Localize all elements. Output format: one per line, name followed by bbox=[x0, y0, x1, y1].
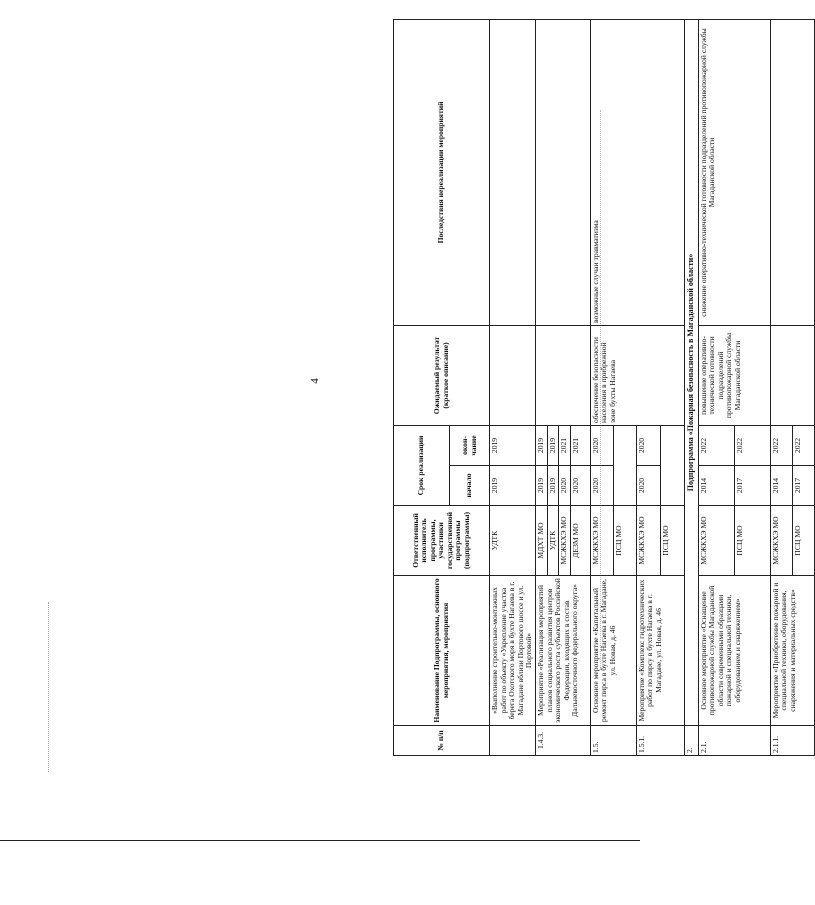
header-num: № п/п bbox=[394, 726, 490, 756]
cell-result bbox=[490, 325, 536, 425]
program-table bbox=[393, 19, 815, 756]
cell-end: 2022 bbox=[770, 425, 792, 465]
cell-start: 2014 bbox=[770, 466, 792, 506]
cell-start: 2019 bbox=[536, 466, 548, 506]
cell-start: 2020 bbox=[636, 466, 660, 506]
cell-term-empty bbox=[660, 425, 684, 505]
cell-num: 1.5. bbox=[590, 726, 636, 756]
cell-executor: УДТК bbox=[490, 506, 536, 576]
cell-term-empty bbox=[613, 425, 636, 505]
cell-end: 2020 bbox=[590, 425, 613, 465]
cell-executor: МДХТ МО bbox=[536, 506, 548, 576]
cell-num: 2.1. bbox=[698, 726, 770, 756]
cell-start: 2019 bbox=[490, 466, 536, 506]
cell-end: 2021 bbox=[570, 425, 590, 465]
cell-end: 2022 bbox=[734, 425, 770, 465]
cell-end: 2019 bbox=[490, 425, 536, 465]
bottom-rule bbox=[0, 840, 640, 841]
cell-num: 1.4.3. bbox=[536, 726, 591, 756]
header-end: окон-чание bbox=[450, 425, 490, 465]
cell-start: 2020 bbox=[590, 466, 613, 506]
cell-num: 2. bbox=[684, 726, 698, 756]
cell-executor: МСЖКХЭ МО bbox=[770, 506, 792, 576]
header-result: Ожидаемый результат (краткое описание) bbox=[394, 325, 490, 425]
cell-end: 2019 bbox=[547, 425, 559, 465]
cell-name: Основное мероприятие «Оснащение противопожарной службы Магаданской области современными образцами пожарной и специальной техники, оборудованием и снаряжением» bbox=[698, 576, 770, 726]
cell-executor: ПСЦ МО bbox=[792, 506, 814, 576]
cell-result: обеспечение безопасности населения в прибрежной зоне бухты Нагаева bbox=[590, 325, 684, 425]
cell-name: Основное мероприятие «Капитальный ремонт пирса в бухте Нагаева в г. Магадане, ул. Новая, д. 46 bbox=[590, 576, 636, 726]
cell-executor: ПСЦ МО bbox=[613, 506, 636, 576]
cell-num: 1.5.1. bbox=[636, 726, 684, 756]
cell-consequences bbox=[770, 19, 814, 325]
cell-start: 2020 bbox=[559, 466, 571, 506]
cell-start: 2020 bbox=[570, 466, 590, 506]
cell-name: Мероприятие «Реализация мероприятий планов социального развития центров экономического роста субъектов Российской Федерации, входящих в состав Дальневосточного федерального округа» bbox=[536, 576, 591, 726]
scan-artifact bbox=[48, 602, 50, 772]
cell-consequences: возможные случаи травматизма bbox=[590, 19, 684, 325]
cell-end: 2019 bbox=[536, 425, 548, 465]
cell-end: 2021 bbox=[559, 425, 571, 465]
cell-num: 2.1.1. bbox=[770, 726, 814, 756]
cell-end: 2020 bbox=[636, 425, 660, 465]
cell-executor: ПСЦ МО bbox=[734, 506, 770, 576]
cell-start: 2019 bbox=[547, 466, 559, 506]
header-start: начало bbox=[450, 466, 490, 506]
cell-executor: ПСЦ МО bbox=[660, 506, 684, 576]
cell-consequences bbox=[536, 19, 591, 325]
cell-result: повышение оперативно-технической готовности подразделений противопожарной службы Магаданской области bbox=[698, 325, 770, 425]
cell-executor: МСЖКХЭ МО bbox=[559, 506, 571, 576]
cell-consequences: снижение оперативно-технической готовности подразделений противопожарной службы Магаданской области bbox=[698, 19, 770, 325]
page-number: 4 bbox=[308, 378, 321, 384]
cell-start: 2017 bbox=[792, 466, 814, 506]
cell-executor: ДЕЗМ МО bbox=[570, 506, 590, 576]
cell-start: 2014 bbox=[698, 466, 734, 506]
cell-executor: МСЖКХЭ МО bbox=[698, 506, 734, 576]
cell-end: 2022 bbox=[698, 425, 734, 465]
cell-executor: УДТК bbox=[547, 506, 559, 576]
cell-name: «Выполнение строительно-монтажных работ по объекту «Укрепление участка берега Охотского моря в бухте Нагаева в г. Магадане вблизи Портового шоссе и ул. Портовой» bbox=[490, 576, 536, 726]
header-consequences: Последствия нереализации мероприятий bbox=[394, 19, 490, 325]
header-name: Наименование Подпрограммы, основного мероприятия, мероприятия bbox=[394, 576, 490, 726]
cell-result bbox=[770, 325, 814, 425]
cell-executor: МСЖКХЭ МО bbox=[636, 506, 660, 576]
header-term: Срок реализации bbox=[394, 425, 450, 505]
cell-name: Мероприятие «Комплекс гидротехнических работ по пирсу в бухте Нагаева в г. Магадане, ул. Новая, д. 46 bbox=[636, 576, 684, 726]
cell-executor: МСЖКХЭ МО bbox=[590, 506, 613, 576]
header-executor: Ответственный исполнитель программы, участники государственной программы (подпрограммы) bbox=[394, 506, 490, 576]
section-title: Подпрограмма «Пожарная безопасность в Магаданской области» bbox=[684, 19, 698, 725]
rotated-table-container bbox=[393, 20, 802, 756]
cell-result bbox=[536, 325, 591, 425]
cell-name: Мероприятие «Приобретение пожарной и специальной техники, оборудования, снаряжения и материальных средств» bbox=[770, 576, 814, 726]
cell-end: 2022 bbox=[792, 425, 814, 465]
cell-consequences bbox=[490, 19, 536, 325]
cell-start: 2017 bbox=[734, 466, 770, 506]
cell-num bbox=[490, 726, 536, 756]
